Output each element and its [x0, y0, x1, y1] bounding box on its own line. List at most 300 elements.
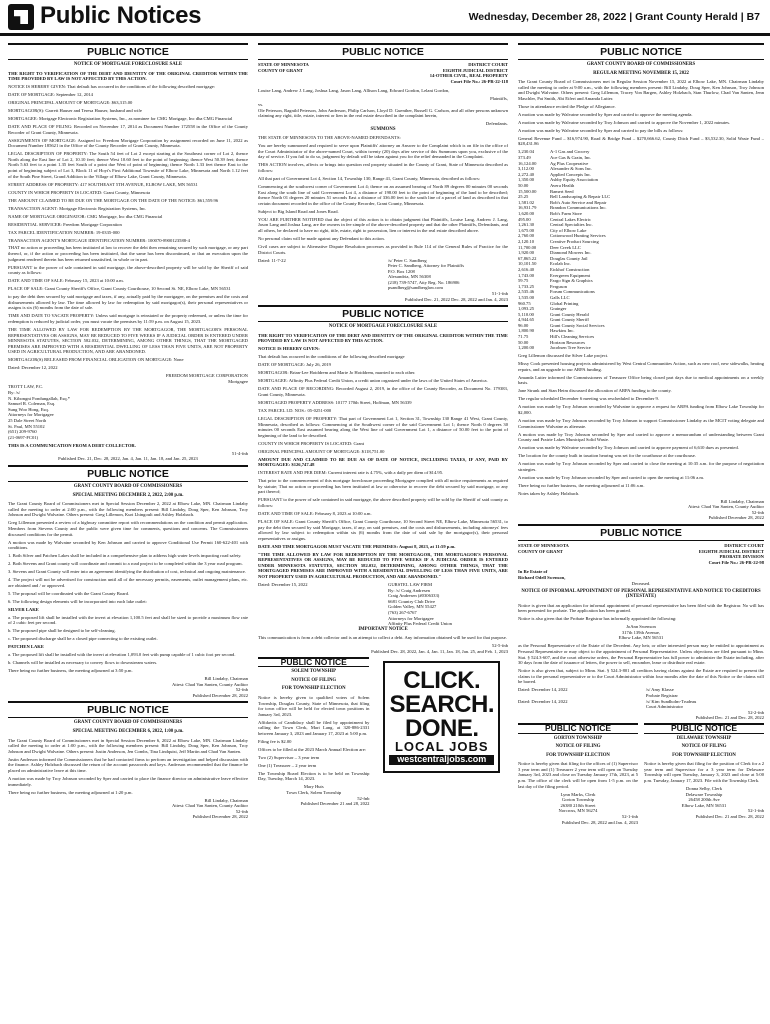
address-line: 317th 139th Avenue,: [621, 629, 661, 635]
vendor-amount: 59.75: [518, 278, 529, 284]
vendor-name: Horizon Resources: [550, 339, 586, 345]
column-right: [518, 40, 764, 1016]
address-line: Elbow Lake, MN 56531: [618, 635, 664, 641]
vendor-name: Ace Gas & Grain, Inc.: [550, 155, 592, 161]
notice-subtitle: GORTON TOWNSHIP: [553, 735, 603, 741]
vendor-name: Ag Plus Cooperative: [550, 160, 589, 166]
signature-block: [518, 699, 764, 710]
notice-paragraph: Greg Lillemon presented a review of a highway committee report with recommendations on the condition and permit application. Members from Stevens County and the public were given time for comments, questions and concerns. The Commissioners discussed conditions for the permit.: [8, 520, 248, 537]
notice-paragraph: COUNTY IN WHICH PROPERTY IS LOCATED: Grant: [258, 440, 364, 446]
notice-paragraph: a. The proposed lift shall be installed with the invert at elevation 1,093.0 feet with pump capable of 1 cubic foot per second.: [8, 652, 236, 658]
vendor-name: Central Specialties Inc.: [550, 222, 593, 228]
notice-paragraph: All that part of Government Lot 4, Section 14, Township 130, Range 41, Grant County, Minnesota, described as follows:: [258, 176, 481, 182]
caption-line: EIGHTH JUDICIAL DISTRICT: [698, 548, 764, 554]
notice-ref: 52-fnb: [235, 808, 248, 814]
notice-subtitle: GRANT COUNTY BOARD OF COMMISSIONERS: [586, 62, 696, 67]
signature-line: Bill Lindaby, Chairman: [204, 797, 248, 803]
publication-dates: Published Dec. 21, Dec. 28, 2022, Jan. 4, Jan. 11, Jan. 18, and Jan. 25, 2023: [58, 456, 198, 462]
email-line: psandberg@sandberglaw.com: [388, 285, 443, 291]
signature-line: Gorton Township: [561, 797, 595, 803]
notice-paragraph: LEGAL DESCRIPTION OF PROPERTY: That part of Government Lot 1, Section 31, Township 130 Range 41 West, Grant County, Minnesota, described as follows: Commencing at the Southwest corner of the said Government Lot 1; thence North 0 degrees 30 minutes 00 seconds East assumed bearing along the West line of said Government Lot 1, a distance of 50.00 feet to the point of beginning of the land to be described.: [258, 415, 508, 438]
notice-paragraph: Jane Strunk and Stan Heim discussed the allocation of ARPA funding to the county.: [518, 388, 672, 394]
notice-paragraph: as the Personal Representative of the Estate of the Decedent. Any heir, or other interested person may be entitled to appointment as Personal Representative or may object to the appointment of Personal Representative. Unless objections are filed pursuant to Minn. Stat. § 524.3-607, and the court otherwise orders, the Personal Representative has full power to administer the Estate including, after 30 days from the date of issuance of letters, the power to sell, encumber, lease or distribute real estate.: [518, 643, 764, 666]
notice-subtitle: SPECIAL MEETING DECEMBER 6, 2022, 1:00 p.m.: [72, 729, 184, 735]
notice-paragraph: Notice is hereby given that filing for the position of Clerk for a 2 year term and Supervisor for a 3 year term for Delaware Township will open Tuesday, January 3, 2023 and close at 5:00 p.m. Tuesday, January 17, 2023. File with the Township Clerk.: [644, 761, 764, 784]
notice-paragraph: a. The proposed lift shall be installed with the invert at elevation 1,100.5 feet and shall be sized to provide a maximum flow rate of 2 cubic feet per second.: [8, 614, 248, 626]
caption-line: COUNTY OF GRANT: [518, 548, 563, 554]
vendor-amount: 5,110.00: [518, 311, 534, 317]
attorney-name: Samuel R. Coleman, Esq.: [8, 401, 56, 407]
notice-subtitle: FOR TOWNSHIP ELECTION: [281, 686, 346, 692]
notice-paragraph: ORIGINAL PRINCIPAL AMOUNT OF MORTGAGE: $118,751.00: [258, 448, 385, 454]
notice-subtitle: NOTICE OF INFORMAL APPOINTMENT OF PERSONAL REPRESENTATIVE AND NOTICE TO CREDITORS (INTESTATE): [521, 588, 761, 600]
vendor-amount: 1,581.02: [518, 199, 535, 205]
vendor-name: Ashby Equity Association: [550, 177, 598, 183]
signature-line: Mary Huts: [303, 784, 324, 790]
notice-paragraph: A motion was made by Troy Johnson seconded by Sper and carried to close the meeting at 10:35 a.m. for the purpose of negotiation strategies.: [518, 461, 764, 472]
publication-dates: Published December 28, 2022: [192, 692, 248, 698]
notice-subtitle: DELAWARE TOWNSHIP: [676, 735, 732, 741]
notice-ref: 52-fnb: [751, 509, 764, 515]
notice-paragraph: AMOUNT DUE AND CLAIMED TO BE DUE AS OF DATE OF NOTICE, INCLUDING TAXES, IF ANY, PAID BY MORTGAGEE: $126,747.48: [258, 456, 508, 468]
caption-line: DISTRICT COURT: [468, 62, 508, 67]
caption-line: DISTRICT COURT: [724, 542, 764, 548]
notice-paragraph: The Grant County Board of Commissioners met in Regular Session November 15, 2022 at Elbow Lake, MN. Chairman Lindaby called the meeting to order at 9:00 a.m., with the following members present: Bill Lindaby, Doug Sper, Ken Johnson, Troy Johnson and Dwight Walvatne. Others present: Greg Lillemon, Tracey Von Bargen, Ashley Holzbach, Stan Thurlow, Chad Van Santen, Jenn Maschler, Pat Smith, Abi Eifert and Amanda Lutter.: [518, 79, 764, 101]
notice-subtitle: NOTICE OF MORTGAGE FORECLOSURE SALE: [73, 62, 183, 67]
notice-paragraph: A motion was made by Troy Johnson seconded by Walvatne to approve a request for ARPA funding from Elbow Lake Township for $2,000.: [518, 404, 764, 415]
notice-ref: 52-fnb: [357, 795, 370, 801]
publication-dates: Published Dec. 28, 2022, Jan. 4, Jan. 11, Jan. 18, Jan. 25, and Feb. 1, 2023: [371, 648, 508, 654]
vendor-amount: 2,272.40: [518, 171, 535, 177]
notice-ref: 52-fnb: [235, 687, 248, 693]
vendor-name: Bamert Seed: [550, 188, 574, 194]
vendor-amount: 50.00: [518, 183, 529, 189]
signature-line: Bill Lindaby, Chairman: [720, 498, 764, 504]
notice-paragraph: ASSIGNMENTS OF MORTGAGE: Assigned to: Freedom Mortgage Corporation by assignment recorded on June 11, 2022 as Document Number 185621 in the Office of the County Recorder of Grant County, Minnesota.: [8, 137, 248, 149]
notice-paragraph: THAT no action or proceeding has been instituted at law to recover the debt then remaining secured by such mortgage, or any part thereof, or, if the action or proceeding has been instituted, that the same has been discontinued, or that an execution upon the judgment rendered therein has been returned unsatisfied, in whole or in part.: [8, 245, 248, 262]
vendor-amount: 2,616.40: [518, 266, 535, 272]
vendor-name: Hawkins Inc.: [550, 328, 575, 334]
notice-paragraph: Notice is also given that the Probate Registrar has informally appointed the following:: [518, 616, 677, 622]
phone-line: (651) 209-9760: [8, 429, 37, 435]
vendor-name: Alexander & Sons Inc.: [550, 166, 593, 172]
vendor-name: City of Elbow Lake: [550, 227, 587, 233]
bottom-row: [518, 721, 764, 825]
vendor-name: Global Printing: [550, 300, 579, 306]
notice-subtitle: NOTICE OF MORTGAGE FORECLOSURE SALE: [328, 324, 438, 330]
attest-line: Attest: Chad Van Santen, County Auditor: [172, 803, 248, 809]
notice-paragraph: One (1) Treasurer – 2 year term: [258, 762, 317, 768]
notice-ref: 52-2-fnb: [747, 709, 764, 715]
notice-paragraph: A motion was made by Walvatne seconded by Troy Johnson and carried to approve payment of 6,610 dues as presented.: [518, 445, 739, 451]
vendor-amount: 3,230.04: [518, 149, 535, 155]
notice-paragraph: Notice is hereby given to qualified voters of Solem Township, Douglas County, State of Minnesota, that filing for town office will be held for elected town positions in January 3rd, 2023.: [258, 694, 370, 717]
vendor-name: Ecolab Inc.: [550, 261, 571, 267]
vendor-name: Diamond Mowers Inc.: [550, 250, 592, 256]
signature-line: /s/ Peter C. Sandberg: [388, 257, 427, 263]
notice-paragraph: 4. The project will not be advertised for construction until all of the necessary permits, easements, outlet management plans, etc. are obtained and / or approved.: [8, 577, 248, 588]
vendor-amount: 3,112.00: [518, 166, 534, 172]
notice-subtitle: SPECIAL MEETING DECEMBER 2, 2022, 2:00 p.m.: [72, 492, 184, 498]
vendor-name: Galls LLC: [550, 294, 570, 300]
notice-heading: PUBLIC NOTICE: [258, 43, 508, 60]
section-label: PATCHEN LAKE: [8, 644, 44, 650]
court-caption: [258, 62, 508, 84]
notice-paragraph: DATE OF MORTGAGE: July 26, 2019: [258, 362, 331, 368]
notice-paragraph: 3. Stevens and Grant County will enter into an agreement identifying the distribution of cost, technical and ongoing maintenance.: [8, 569, 246, 575]
attorney-role: Attorneys for Mortgagee: [8, 412, 54, 418]
signature-line: FREEDOM MORTGAGE CORPORATION: [165, 373, 248, 379]
ad-url-link[interactable]: westcentraljobs.com: [389, 755, 494, 765]
signature-line: Affinity Plus Federal Credit Union: [388, 621, 452, 627]
signature-line: Bill Lindaby, Chairman: [204, 676, 248, 682]
notice-paragraph: Greg Lillemon discussed the Silver Lake project.: [518, 353, 609, 359]
notice-paragraph: MORTGAGOR(S) RELEASED FROM FINANCIAL OBLIGATION ON MORTGAGE: None: [8, 357, 184, 363]
notice-paragraph: There being no further business, the meeting adjourned at 3:50 p.m.: [8, 668, 133, 674]
notice-paragraph: Subject to Big Island Road and Jones Road.: [258, 208, 339, 214]
vendor-amount: 1,800.90: [518, 328, 535, 334]
signature-line: /s/ Kim Sundholm-Trudeau: [645, 698, 697, 704]
signature-line: By: /s/ Craig Andresen: [388, 587, 430, 593]
notice-paragraph: THE TIME ALLOWED BY LAW FOR REDEMPTION BY THE MORTGAGOR, THE MORTGAGOR'S PERSONAL REPRESENTATIVES OR ASSIGNS, MAY BE REDUCED TO FIVE WEEKS IF A JUDICIAL ORDER IS ENTERED UNDER MINNESOTA STATUTES, SECTION 582.032, DETERMINING, AMONG OTHER THINGS, THAT THE MORTGAGED PREMISES ARE IMPROVED WITH A RESIDENTIAL DWELLING OF LESS THAN FIVE UNITS, ARE NOT PROPERTY USED IN AGRICULTURAL PRODUCTION, AND ARE ABANDONED.: [8, 326, 248, 355]
signature-line: Town Clerk, Solem Township: [286, 789, 342, 795]
signature-line: Delaware Township: [685, 791, 723, 797]
bottom-row: [258, 655, 508, 807]
notice-paragraph: The regular scheduled December 6 meeting was rescheduled to December 9.: [518, 396, 659, 402]
notice-paragraph: General Revenue Fund – $16,974.90, Road & Bridge Fund – $270,666.62, County Ditch Fund – $3,532.30, Solid Waste Fund – $28,431.86: [518, 135, 764, 147]
signature-line: /s/ Amy Klasse: [645, 687, 674, 693]
vendor-amount: 1,733.25: [518, 283, 535, 289]
solem-notice: [258, 655, 369, 807]
notice-paragraph: There being no further business, the meeting adjourned at 1:20 p.m.: [8, 789, 133, 795]
notice-lead: THE RIGHT TO VERIFICATION OF THE DEBT AND IDENTITY OF THE ORIGINAL CREDITOR WITHIN THE TIME PROVIDED BY LAW IS NOT AFFECTED BY THIS ACTION.: [258, 332, 508, 344]
vendor-name: Evergreen Equipment: [550, 272, 591, 278]
attest-line: Attest: Chad Van Santen, County Auditor: [172, 681, 248, 687]
vendor-amount: 96.00: [518, 322, 529, 328]
law-firm: TROTT LAW, P.C.: [8, 384, 44, 390]
deceased-label: Deceased.: [631, 580, 651, 586]
notice-paragraph: No personal claim will be made against any Defendant to this action.: [258, 235, 385, 241]
signature-block: [258, 258, 508, 292]
notice-paragraph: TAX PARCEL I.D. NOS.: 05-0251-000: [258, 407, 332, 413]
notice-paragraph: A motion was made by Troy Johnson seconded by Troy Johnson to support Commissioner Lindaby as the MCIT voting delegate and Commissioner Walvatne as alternate.: [518, 417, 764, 429]
notice-subtitle: SOLEM TOWNSHIP: [291, 669, 337, 675]
caption-line: COUNTY OF GRANT: [258, 67, 303, 73]
notice-paragraph: DATE AND TIME OF SALE: February 8, 2023 at 10:00 a.m.: [258, 510, 372, 516]
column-middle: [258, 40, 508, 1016]
notice-ref: 52-1-fnb: [621, 814, 638, 820]
notice-paragraph: TIME AND DATE TO VACATE PROPERTY: Unless said mortgage is reinstated or the property redeemed, or unless the time for redemption is reduced by judicial order, you must vacate the premises by 11:59 p.m. on August 15, 2023.: [8, 313, 248, 324]
notice-paragraph: RESIDENTIAL SERVICER: Freedom Mortgage Corporation: [8, 221, 122, 227]
masthead: [0, 0, 770, 36]
notice-paragraph: Missy Cook presented housing projects administered by West Central Communities Action, such as new roof, new sidewalks, heating repairs, and an upgrade to our ARPA funding.: [518, 361, 764, 372]
court-file-number: Court File No.: 26-PR-22-118: [450, 78, 508, 84]
notice-heading: PUBLIC NOTICE: [8, 465, 248, 482]
attorney-name: N. Kibongni Fondungallah, Esq.*: [8, 395, 71, 401]
vendor-name: Grant County Sheriff: [550, 317, 589, 323]
notice-subtitle: GRANT COUNTY BOARD OF COMMISSIONERS: [73, 720, 183, 726]
address-line: Golden Valley, MN 55427: [388, 604, 437, 610]
vendor-name: Avera Health: [550, 183, 575, 189]
vendor-amount: 1,200.00: [518, 345, 535, 351]
parties: Ole Peterson, Ragnild Peterson, John Anderson, Philip Carlson, Lloyd D. Guenther, Russell G. Carlson, and all other persons unknown claiming any right, title, estate, interest or lien in the real estate described in the complaint herein,: [258, 107, 508, 119]
publication-dates: Published December 28, 2022: [192, 814, 248, 820]
attest-line: Attest: Chad Van Santen, County Auditor: [688, 504, 764, 510]
newspaper-logo-icon: [8, 4, 34, 30]
publication-dates: Published December 28, 2022: [708, 515, 764, 521]
notice-heading: PUBLIC NOTICE: [258, 657, 369, 668]
notice-paragraph: NOTICE IS HEREBY GIVEN: That default has occurred in the conditions of the following described mortgage:: [8, 84, 216, 90]
signature-line: Probate Registrar: [645, 692, 678, 698]
vendor-amount: 71.75: [518, 334, 529, 340]
vendor-name: Grainger: [550, 306, 567, 312]
notice-paragraph: The Township Board Election is to be held on Township Day, Tuesday, March 14, 2023.: [258, 770, 370, 782]
signature-line: Lynn Marks, Clerk: [560, 791, 596, 797]
publication-dates: Published Dec. 28, 2022 and Jan. 4, 2023: [561, 819, 638, 825]
signature-line: GURSTEL LAW FIRM: [388, 582, 433, 588]
notice-paragraph: The Grant County Board of Commissioners met in Special Session December 6, 2022 at Elbow Lake, MN. Chairman Lindaby called the meeting to order at 1:00 p.m., with the following members present: Bill Lindaby, Doug Sper, Ken Johnson, Troy Johnson and Dwight Walvatne. Others present: Justin Anderson, Jen Combs, Tina Lindquist, Jeff Martin and Chad Van Santen.: [8, 737, 248, 754]
notice-paragraph: DATE AND TIME MORTGAGOR MUST VACATE THE PREMISES: August 8, 2023, at 11:59 p.m.: [258, 543, 456, 549]
address-line: St. Paul, MN 55102: [8, 423, 45, 429]
vendor-amount: 1,093.25: [518, 306, 535, 312]
vendor-name: Deer Creek LLC: [550, 244, 581, 250]
court-file-number: Court File No.: 26-PR-22-98: [708, 559, 764, 565]
vendor-name: Grant County Herald: [550, 311, 589, 317]
vendor-name: Fargo Sign & Graphics: [550, 278, 593, 284]
estate-line: In Re Estate of: [518, 569, 548, 575]
notice-heading: PUBLIC NOTICE: [644, 723, 764, 734]
section-title: Public Notices: [40, 2, 202, 29]
vendor-name: Bell Landscaping & Repair LLC: [550, 194, 611, 200]
notice-paragraph: THE AMOUNT CLAIMED TO BE DUE ON THE MORTGAGE ON THE DATE OF THE NOTICE: $61,559.96: [8, 197, 219, 203]
vendor-amount: 4,944.65: [518, 317, 535, 323]
party-role: Defendants.: [485, 121, 508, 127]
vendor-name: Forum Communications: [550, 289, 595, 295]
vendor-name: A-1 Gas and Grocery: [550, 149, 590, 155]
notice-paragraph: That prior to the commencement of this mortgage foreclosure proceeding Mortgagee complied with all notice requirements as required by statute; That no action or proceeding has been instituted at law or otherwise to recover the debt secured by said mortgage, or any part thereof;: [258, 478, 508, 495]
notice-ref: 52-5-fnb: [491, 643, 508, 649]
notice-paragraph: NOTICE IS HEREBY GIVEN:: [258, 346, 320, 352]
vendor-name: Grant County Social Services: [550, 322, 605, 328]
notice-paragraph: 2. Both Stevens and Grant county will coordinate and commit to a road project to be completed within the 3 year road program.: [8, 561, 243, 567]
address-line: 6681 Country Club Drive: [388, 598, 436, 604]
notice-paragraph: YOU ARE FURTHER NOTIFIED that the object of this action is to obtain judgment that Plaintiffs, Louise Lang, Andrew J. Lang, Jason Lang and Joshua Lang, are the owners in fee simple of the above-described property and that the other Plaintiffs, Defendants, and all others, be declared to have no right, title, estate, right to possession, lien or interest in the real estate described above.: [258, 216, 508, 233]
vendor-amount: 2,760.00: [518, 233, 535, 239]
notice-paragraph: A motion was made by Troy Johnson seconded by Sper and carried to approve a memorandum of understanding between Grant County and Prairie Lakes Municipal Solid Waste.: [518, 431, 764, 443]
address-line: 25 Dale Street North: [8, 418, 47, 424]
caption-line: PROBATE DIVISION: [719, 554, 764, 560]
vendor-amount: 2,120.10: [518, 238, 535, 244]
address-line: P.O. Box 1208: [388, 268, 415, 274]
notice-paragraph: Notice is also given that, subject to Minn. Stat. § 524.3-801 all creditors having claims against the Estate are required to present the claims to the personal representative or to the Court Administrator within four months after the date of this Notice or the claims will be barred.: [518, 668, 764, 685]
notice-paragraph: This communication is from a debt collector and is an attempt to collect a debt. Any information obtained will be used for that purpose.: [258, 635, 507, 641]
notice-paragraph: LEGAL DESCRIPTION OF PROPERTY: The South 54 feet of Lot 2 except starting at the Southeast corner of Lot 2, thence North along the East line of Lot 2, 10.10 feet; thence West 10.60 feet to the point of beginning; thence West 50.39 feet; thence North 5.63 feet to a point 1.35 feet South of a point due West of point of beginning; thence North 1.33 feet thence East to the point of beginning subject of Lot 3, Block 11 of Hoyt's First Additional Townsite of Elbow Lake, Minnesota and North 1.12 feet of the South Pine Street, Grand Addition to the Village of Elbow Lake, Grant County, Minnesota.: [8, 151, 248, 179]
notice-subtitle: FOR TOWNSHIP ELECTION: [546, 752, 610, 758]
vendor-name: Brandon Communications Inc.: [550, 205, 607, 211]
important-notice-title: IMPORTANT NOTICE: [358, 626, 408, 632]
notice-subtitle: NOTICE OF FILING: [291, 677, 337, 683]
notice-heading: PUBLIC NOTICE: [258, 305, 508, 322]
notice-paragraph: MORTGAGOR(S): Garrett Hauser and Teresa Hauser, husband and wife: [8, 108, 142, 114]
notice-paragraph: Filing fee is $2.00: [258, 738, 292, 744]
publication-dates: Published Dec. 21, 2022 Dec. 28, 2022 and Jan. 4, 2023: [404, 296, 508, 302]
notice-paragraph: THE STATE OF MINNESOTA TO THE ABOVE-NAMED DEFENDANTS:: [258, 135, 401, 141]
party-role: Plaintiffs,: [490, 96, 508, 102]
notice-subtitle: REGULAR MEETING NOVEMBER 15, 2022: [593, 70, 689, 76]
notice-paragraph: MORTGAGOR: Brian-Lee Hoiddrem and Marie Jo Hoiddrem, married to each other.: [258, 370, 416, 376]
notice-heading: PUBLIC NOTICE: [518, 43, 764, 60]
notice-paragraph: TAX PARCEL IDENTIFICATION NUMBER: 19-0335-000: [8, 229, 120, 235]
vendor-amount: 960.75: [518, 300, 531, 306]
caption-line: STATE OF MINNESOTA: [258, 62, 309, 67]
vendor-name: Bob's Auto Service and Repair: [550, 199, 607, 205]
phone-line: (218) 739-5747, Atty Reg. No. 186906: [388, 279, 460, 285]
notice-lead: THE RIGHT TO VERIFICATION OF THE DEBT AND IDENTITY OF THE ORIGINAL CREDITOR WITHIN THE TIME PROVIDED BY LAW IS NOT AFFECTED BY THIS ACTION.: [8, 70, 248, 82]
vendor-amount: 1,920.00: [518, 250, 535, 256]
notice-paragraph: Notice is given that an application for informal appointment of personal representative has been filed with the Registrar. No will has been presented for probate. The application has been granted.: [518, 602, 764, 614]
notice-paragraph: MORTGAGEE: Mortgage Electronic Registration Systems, Inc., as nominee for CMG Mortgage, Inc dba CMG Financial: [8, 116, 233, 122]
notice-paragraph: DATE AND PLACE OF FILING: Recorded on November 17, 2014 as Document Number 172558 in the Office of the County Recorder of Grant County, Minnesota.: [8, 124, 248, 135]
attorney-name: Sung Woo Hong, Esq.: [8, 406, 49, 412]
vendor-name: Jacobsen Tree Service: [550, 345, 591, 351]
address-line: 26380 210th Street: [560, 802, 596, 808]
notice-subtitle: NOTICE OF FILING: [555, 744, 601, 750]
notice-subtitle: NOTICE OF FILING: [681, 744, 727, 750]
gorton-notice: [518, 721, 638, 825]
publication-dates: Published December 21 and 28, 2022: [300, 801, 370, 807]
notice-paragraph: There being no further business, the meeting adjourned at 11:06 a.m.: [518, 482, 645, 488]
notice-paragraph: The location for the county built in taxation hearing was set for the courthouse at the courthouse.: [518, 453, 696, 459]
notice-subtitle: GRANT COUNTY BOARD OF COMMISSIONERS: [73, 483, 183, 489]
ad-tagline: LOCAL JOBS: [394, 738, 489, 754]
vendor-amount-column: [518, 149, 544, 350]
file-number: (21-0697-FC01): [8, 434, 39, 440]
phone-line: (763) 267-6767: [388, 610, 417, 616]
vendor-name: Eickhof Construction: [550, 266, 590, 272]
notice-paragraph: b. Channels will be installed as necessary to convey flows to downstream waters.: [8, 660, 158, 666]
notice-date: Dated: 11-7-22: [258, 257, 286, 263]
versus: vs.: [258, 101, 264, 107]
vendor-amount: 10,101.50: [518, 261, 537, 267]
notice-paragraph: You are hereby summoned and required to serve upon Plaintiffs' attorney an Answer to the Complaint which is on file in the office of the Court Administrator of the above-named Court, within twenty (20) days after service of this Summons upon you, exclusive of the day of service. If you fail to do so, judgment by default will be taken against you for the relief demanded in the Complaint.: [258, 143, 508, 160]
caption-line: STATE OF MINNESOTA: [518, 542, 569, 548]
parties: Louise Lang, Andrew J. Lang, Joshua Lang, Jason Lang, Allison Lang, Edward Gordon, Lelani Gordon,: [258, 88, 450, 94]
vendor-name-column: [550, 149, 764, 350]
court-caption: [518, 543, 764, 565]
notice-paragraph: INTEREST RATE AND PER DIEM: Current interest rate is 4.75%, with a daily per diem of $14.95.: [258, 470, 444, 476]
jobs-advertisement[interactable]: [375, 655, 508, 807]
notice-paragraph: DATE OF MORTGAGE: September 12, 2014: [8, 92, 93, 98]
notice-paragraph: MORTGAGEE: Affinity Plus Federal Credit Union, a credit union organized under the laws of the United States of America.: [258, 378, 488, 384]
notice-paragraph: A motion was made by Walvatne seconded by Ken Johnson and carried to approve Conditional Use Permit 160-622-401 with conditions.: [8, 539, 248, 551]
debt-collector-notice: THIS IS A COMMUNICATION FROM A DEBT COLLECTOR.: [8, 442, 136, 448]
vendor-amount: 495.00: [518, 216, 531, 222]
vendor-amount: 15,500.00: [518, 188, 537, 194]
notice-paragraph: Two (2) Supervisor – 3 year term: [258, 754, 320, 760]
issue-date-line: Wednesday, December 28, 2022 | Grant County Herald | B7: [468, 11, 760, 23]
vendor-amount: 1,620.00: [518, 211, 535, 216]
notice-paragraph: DATE AND PLACE OF RECORDING: Recorded August 2, 2019, in the office of the County Recorder, as Document No. 179383, Grant County, Minnesota.: [258, 386, 508, 397]
notice-paragraph: ORIGINAL PRINCIPAL AMOUNT OF MORTGAGE: $63,315.00: [8, 100, 133, 106]
notice-paragraph: Affidavits of Candidacy shall be filed by appointment by calling the Town Clerk, Mari Lang, at 320-886-2331 between January 3, 2023 and January 17, 2023 at 5:00 p.m.: [258, 719, 370, 736]
vendor-amount: 67,865.22: [518, 255, 537, 261]
signature-line: Donna Selby, Clerk: [685, 786, 723, 792]
notice-paragraph: 1. Both Silver and Patchen Lakes shall be included in a comprehensive plan to address high water levels impacting road safety.: [8, 553, 242, 559]
notice-heading: PUBLIC NOTICE: [8, 701, 248, 718]
ad-headline: SEARCH.: [389, 690, 494, 718]
vendor-table: [518, 149, 764, 350]
notice-paragraph: Offices to be filled at the 2023 March Annual Election are:: [258, 746, 367, 752]
vendor-amount: 2,535.46: [518, 289, 535, 295]
vendor-amount: 373.49: [518, 155, 531, 161]
signature-line: By: /s/: [8, 390, 21, 396]
address-line: Elbow Lake, MN 56531: [681, 802, 727, 808]
notice-paragraph: A motion was made by Walvatne seconded by Troy Johnson and carried to approve the November 1, 2022 minutes.: [518, 119, 731, 125]
vendor-name: Applied Concepts Inc.: [550, 171, 592, 177]
notice-paragraph: A motion was made by Troy Johnson seconded by Sper and carried to place the finance director on administrative leave effective immediately.: [8, 775, 248, 787]
notice-heading: PUBLIC NOTICE: [8, 43, 248, 60]
vendor-amount: 1,675.00: [518, 227, 535, 233]
notice-paragraph: The Grant County Board of Commissioners met in Special Session December 2, 2022 at Elbow Lake, MN. Chairman Lindaby called the meeting to order at 2:00 p.m., with the following members present: Bill Lindaby, Doug Sper, Ken Johnson, Troy Johnson and Dwight Walvatne. Others present: Greg Lillemon, Kurt Lhingoult and Ashley Holzbach.: [8, 501, 248, 518]
notice-heading: PUBLIC NOTICE: [518, 524, 764, 541]
signature-line: Court Administrator: [645, 704, 684, 710]
signature-block: [258, 582, 508, 627]
notice-paragraph: TRANSACTION AGENT'S MORTGAGE IDENTIFICATION NUMBER: 100070-8900123588-4: [8, 237, 190, 243]
notice-date: Dated: December 14, 2022: [518, 698, 568, 704]
notice-paragraph: TRANSACTION AGENT: Mortgage Electronic Registration Systems, Inc.: [8, 205, 147, 211]
notice-paragraph: STREET ADDRESS OF PROPERTY: 417 SOUTHEAST 5TH AVENUE, ELBOW LAKE, MN 56531: [8, 181, 198, 187]
signature-line: Peter C. Sandberg, Attorney for Plaintiffs: [388, 263, 465, 269]
address-line: Alexandria, MN 56308: [388, 274, 431, 280]
vendor-name: Douglas County Jail: [550, 255, 588, 261]
notice-paragraph: DATE AND TIME OF SALE: February 15, 2023 at 10:00 a.m.: [8, 278, 124, 284]
notice-paragraph: A motion was made by Troy Johnson seconded by Sper and carried to open the meeting at 11:06 a.m.: [518, 474, 705, 480]
vendor-name: Hill's Cleaning Services: [550, 334, 595, 340]
publication-dates: Published Dec. 21 and Dec. 28, 2022: [695, 715, 764, 721]
vendor-amount: 25.25: [518, 194, 529, 200]
signature-line: Mortgagee: [228, 378, 248, 384]
column-left: [8, 40, 248, 1016]
notice-paragraph: PURSUANT to the power of sale contained in said mortgage, the above-described property will be sold by the Sheriff of said county as follows:: [8, 264, 248, 276]
vendor-name: Creative Product Sourcing: [550, 238, 599, 244]
address-line: 26458 200th Ave: [688, 797, 720, 803]
vendor-name: Central Lakes Electric: [550, 216, 592, 222]
section-label: SILVER LAKE: [8, 606, 39, 612]
caption-line: EIGHTH JUDICIAL DISTRICT: [442, 67, 508, 73]
vendor-amount: 1,535.00: [518, 294, 535, 300]
vendor-name: Bob's Farm Store: [550, 211, 582, 216]
notice-paragraph: Those in attendance recited the Pledge of Allegiance.: [518, 103, 616, 109]
notice-paragraph: NAME OF MORTGAGE ORIGINATOR: CMG Mortgage, Inc dba CMG Financial: [8, 213, 163, 219]
notice-paragraph: Notes taken by Ashley Holzbach.: [518, 490, 580, 496]
notice-date: Dated: December 14, 2022: [518, 687, 568, 693]
notice-paragraph: b. The proposed pipe shall be designed to be self-cleaning.: [8, 628, 116, 634]
notice-date: Dated: December 12, 2022: [8, 365, 58, 371]
ad-headline: CLICK.: [403, 666, 481, 694]
estate-line: Richard Odell Swenson,: [518, 574, 566, 580]
vendor-amount: 1,743.00: [518, 272, 535, 278]
notice-paragraph: Notice is hereby given that filing for the offices of (1) Supervisor 3 year term and (1) Treasurer 2 year term will open on Tuesday January 3rd, 2023 and close on Tuesday January 17th, 2023, at 5 p.m. The office of the clerk will be open from 1-5 p.m. on the last day of the filing period.: [518, 761, 638, 789]
notice-subtitle: FOR TOWNSHIP ELECTION: [672, 752, 736, 758]
delaware-notice: [644, 721, 764, 825]
vendor-amount: 16,931.79: [518, 205, 537, 211]
ad-headline: DONE.: [404, 714, 479, 742]
notice-ref: 51-1-fnb: [491, 291, 508, 297]
notice-heading: PUBLIC NOTICE: [518, 723, 638, 734]
notice-paragraph: c. The proposed discharge shall be a closed pipe connecting to the existing outlet.: [8, 636, 158, 642]
caption-line: 14-OTHER CIVIL, REAL PROPERTY: [429, 73, 508, 79]
notice-paragraph: Civil cases are subject to Alternative Dispute Resolution processes as provided in Rule 114 of the General Rules of Practice for the District Courts.: [258, 243, 508, 255]
